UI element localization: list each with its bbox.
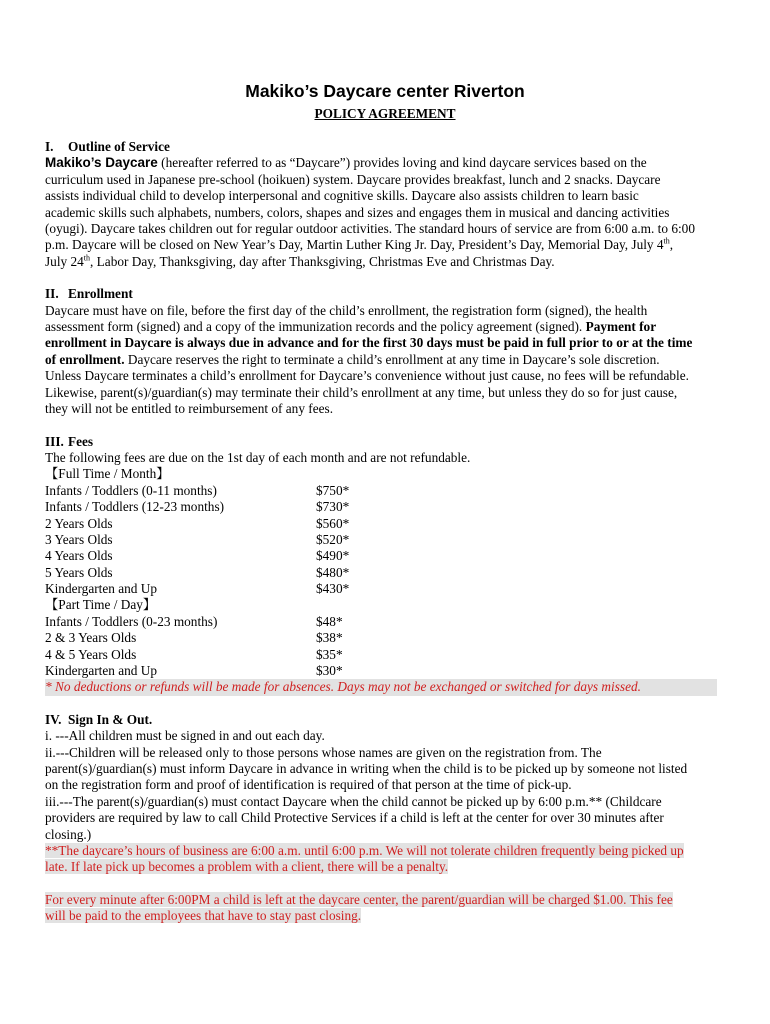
section-number: IV. xyxy=(45,711,62,727)
highlighted-penalty: will be paid to the employees that have to stay past closing. xyxy=(45,908,362,924)
text-line: curriculum used in Japanese pre-school (hoikuen) system. Daycare provides breakfast, lunch and 2 snacks. Daycare xyxy=(45,171,661,187)
fee-row xyxy=(45,483,735,499)
text-line: they will not be entitled to reimbursement of any fees. xyxy=(45,401,334,417)
fee-price: $35* xyxy=(316,646,343,662)
fee-row xyxy=(45,548,735,564)
fee-row xyxy=(45,565,735,581)
fee-row xyxy=(45,630,735,646)
fee-label: Infants / Toddlers (0-23 months) xyxy=(45,613,218,629)
section-heading-enrollment xyxy=(45,286,735,302)
fees-note: * No deductions or refunds will be made for absences. Days may not be exchanged or switched for days missed. xyxy=(45,679,717,695)
section-number: I. xyxy=(45,139,54,154)
fee-label: Kindergarten and Up xyxy=(45,581,158,597)
fee-row xyxy=(45,516,735,532)
text-line: ii.---Children will be released only to those persons whose names are given on the registration from. The xyxy=(45,744,602,760)
brand-name: Makiko’s Daycare xyxy=(45,155,158,171)
text-line: iii.---The parent(s)/guardian(s) must contact Daycare when the child cannot be picked up by 6:00 p.m.** (Childcare xyxy=(45,793,662,809)
fee-row xyxy=(45,499,735,515)
fee-price: $48* xyxy=(316,613,343,629)
text-line: Daycare reserves the right to terminate a child’s enrollment at any time in Daycare’s sole discretion. xyxy=(124,351,660,367)
fee-label: 4 & 5 Years Olds xyxy=(45,646,137,662)
text-line: on the registration form and proof of identification is required of that person at the time of pick-up. xyxy=(45,777,572,793)
superscript: th xyxy=(663,237,670,247)
text-line: assessment form (signed) and a copy of the immunization records and the policy agreement (signed). xyxy=(45,319,586,335)
fee-price: $490* xyxy=(316,548,350,564)
bold-text: Payment for xyxy=(585,319,657,335)
fee-price: $730* xyxy=(316,499,350,515)
fee-label: 2 & 3 Years Olds xyxy=(45,630,137,646)
text-line: (oyugi). Daycare takes children out for regular outdoor activities. The standard hours of service are from 6:00 a.m. to 6:00 xyxy=(45,221,695,237)
full-time-fee-table xyxy=(45,483,735,598)
bold-text: enrollment in Daycare is always due in advance and for the first 30 days must be paid in full prior to or at the time xyxy=(45,335,693,351)
section-heading-fees xyxy=(45,434,735,450)
fee-row xyxy=(45,614,735,630)
section-title: Enrollment xyxy=(68,286,133,302)
text-line: p.m. Daycare will be closed on New Year’s Day, Martin Luther King Jr. Day, President’s Day, Memorial Day, July 4 xyxy=(45,237,664,253)
text-fragment: , Labor Day, Thanksgiving, day after Thanksgiving, Christmas Eve and Christmas Day. xyxy=(90,253,555,269)
page-title: Makiko’s Daycare center Riverton xyxy=(245,81,525,101)
superscript: th xyxy=(83,253,91,263)
highlighted-warning: **The daycare’s hours of business are 6:00 a.m. until 6:00 p.m. We will not tolerate children frequently being picked up xyxy=(45,843,684,859)
part-time-label: 【Part Time / Day】 xyxy=(45,597,157,613)
text-line: academic skills such alphabets, numbers, colors, shapes and sizes and engages them in musical and dancing activities xyxy=(45,204,670,220)
fee-price: $430* xyxy=(316,581,350,597)
fees-section xyxy=(45,450,735,696)
fee-row xyxy=(45,532,735,548)
section-title: Sign In & Out. xyxy=(68,711,153,727)
text-line: Likewise, parent(s)/guardian(s) may terminate their child’s enrollment at any time, but unless they do so for just cause, xyxy=(45,384,678,400)
outline-paragraph xyxy=(45,155,735,270)
section-number: III. xyxy=(45,433,64,449)
text-line: parent(s)/guardian(s) must inform Daycare in advance in writing when the child is to be picked up by someone not listed xyxy=(45,761,688,777)
text-line: (hereafter referred to as “Daycare”) provides loving and kind daycare services based on the xyxy=(161,155,647,171)
fee-label: 2 Years Olds xyxy=(45,515,113,531)
full-time-label: 【Full Time / Month】 xyxy=(45,466,170,482)
section-heading-outline xyxy=(45,139,735,155)
fee-label: 5 Years Olds xyxy=(45,564,113,580)
fee-row xyxy=(45,647,735,663)
fee-price: $30* xyxy=(316,663,343,679)
section-heading-sign-in-out xyxy=(45,712,735,728)
part-time-fee-table xyxy=(45,614,735,680)
fee-price: $480* xyxy=(316,564,350,580)
text-line: providers are required by law to call Child Protective Services if a child is left at the center for over 30 minutes after xyxy=(45,810,664,826)
document-body xyxy=(45,139,735,925)
section-title: Fees xyxy=(68,433,94,449)
fee-price: $750* xyxy=(316,482,350,498)
highlighted-warning: late. If late pick up becomes a problem with a client, there will be a penalty. xyxy=(45,859,449,875)
highlighted-penalty: For every minute after 6:00PM a child is left at the daycare center, the parent/guardian will be charged $1.00. This fee xyxy=(45,891,673,907)
bold-text: of enrollment. xyxy=(45,351,125,367)
text-line: July 24 xyxy=(45,253,84,269)
text-line: closing.) xyxy=(45,826,92,842)
text-fragment: , xyxy=(669,237,674,253)
section-number: II. xyxy=(45,286,59,302)
section-title: Outline of Service xyxy=(68,139,170,154)
fees-intro: The following fees are due on the 1st day of each month and are not refundable. xyxy=(45,449,471,465)
enrollment-paragraph xyxy=(45,303,735,418)
fee-price: $38* xyxy=(316,630,343,646)
fee-label: Infants / Toddlers (12-23 months) xyxy=(45,499,225,515)
fee-label: 3 Years Olds xyxy=(45,531,113,547)
fee-label: Infants / Toddlers (0-11 months) xyxy=(45,482,217,498)
text-line: assists individual child to develop interpersonal and cognitive skills. Daycare also assists children to learn basic xyxy=(45,188,639,204)
fee-row xyxy=(45,663,735,679)
text-line: Unless Daycare terminates a child’s enrollment for Daycare’s convenience without just cause, no fees will be refundable. xyxy=(45,368,689,384)
page-subtitle: POLICY AGREEMENT xyxy=(314,106,456,121)
fee-price: $560* xyxy=(316,515,350,531)
fee-label: Kindergarten and Up xyxy=(45,663,158,679)
fee-price: $520* xyxy=(316,531,350,547)
fee-row xyxy=(45,581,735,597)
sign-in-out-paragraph xyxy=(45,728,735,924)
text-line: i. ---All children must be signed in and out each day. xyxy=(45,728,325,744)
fee-label: 4 Years Olds xyxy=(45,548,113,564)
text-line: Daycare must have on file, before the first day of the child’s enrollment, the registration form (signed), the health xyxy=(45,302,648,318)
